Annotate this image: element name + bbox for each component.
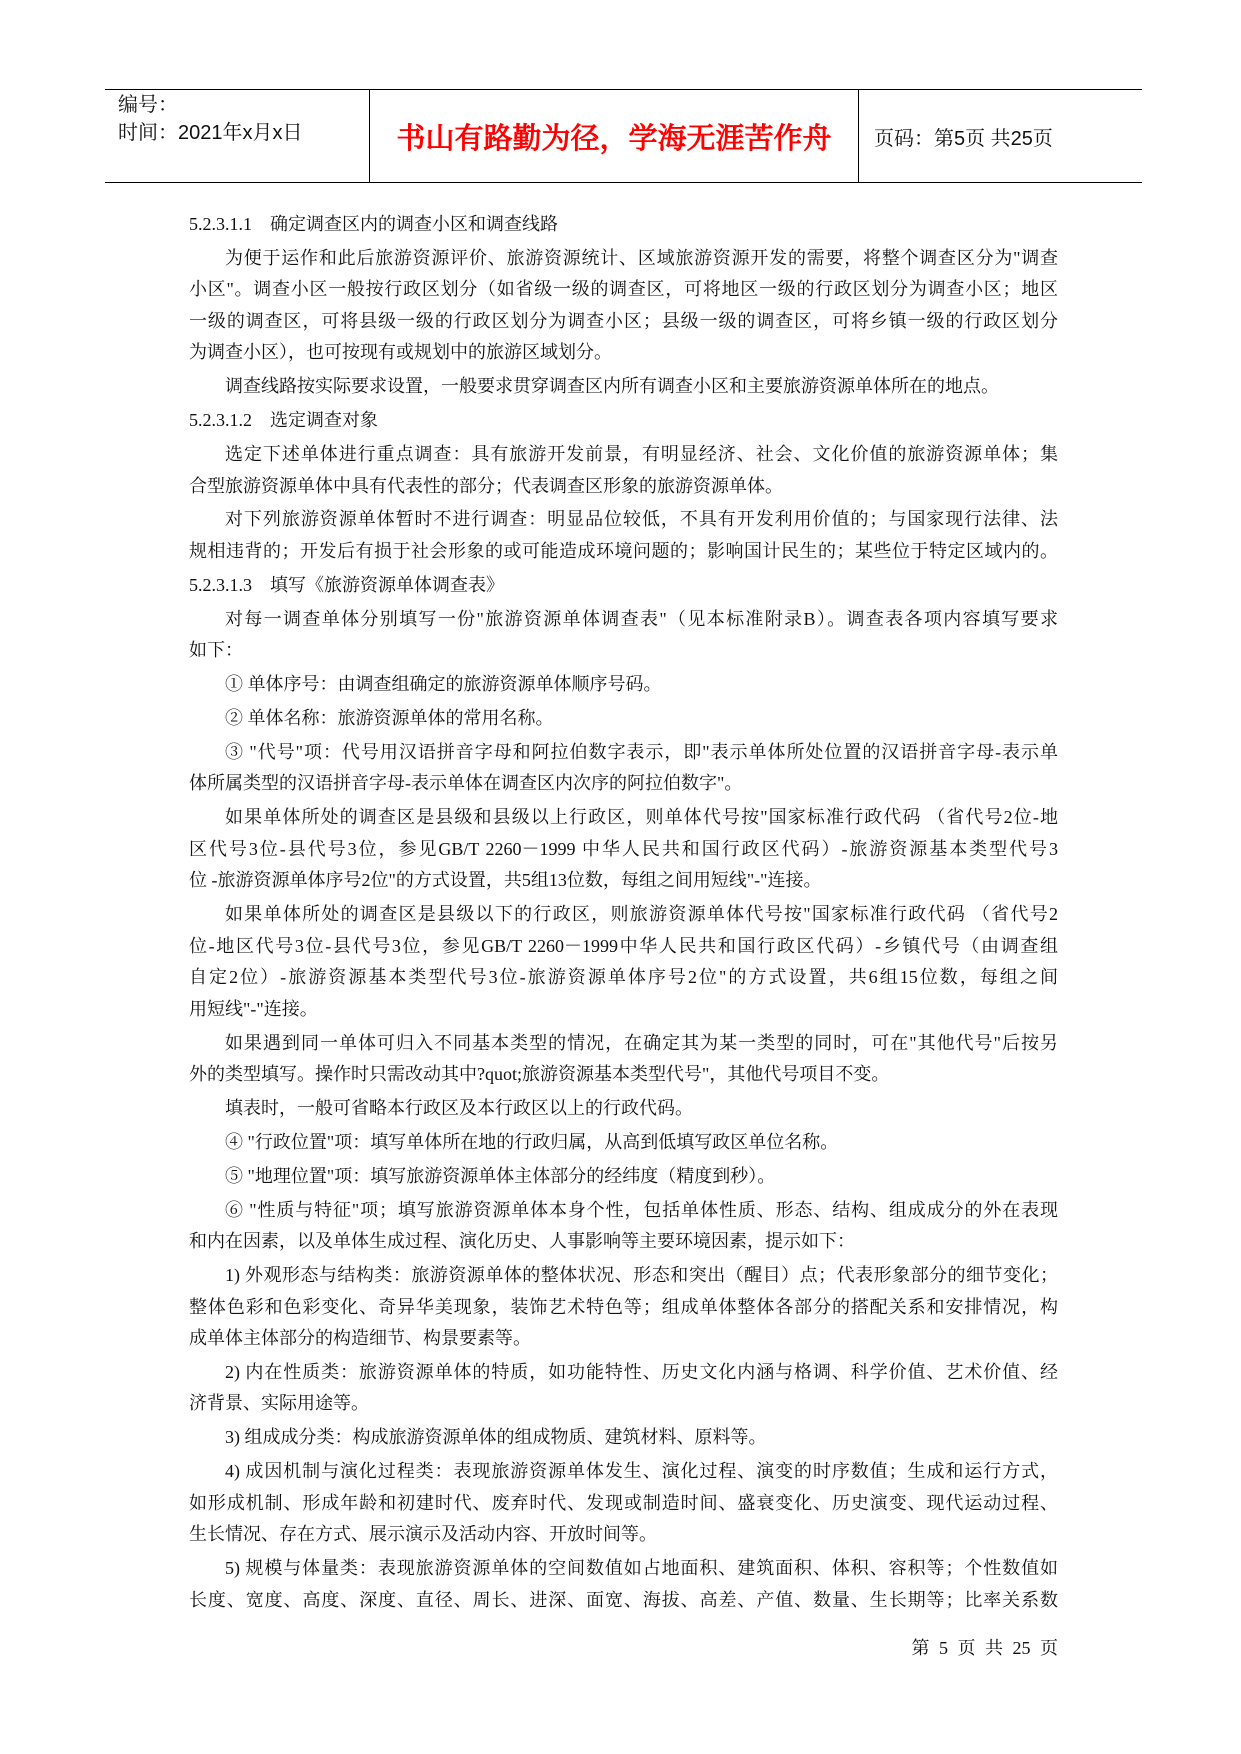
paragraph — [189, 504, 1058, 567]
page-info: 页码：第5页 共25页 — [874, 127, 1053, 150]
page-number: 第 5 页 共 25 页 — [911, 1638, 1058, 1658]
header-left-cell — [105, 90, 369, 182]
paragraph — [189, 802, 1058, 897]
text-line: 为便于运作和此后旅游资源评价、旅游资源统计、区域旅游资源开发的需要，将整个调查区分为"调查 — [225, 247, 1058, 268]
text-line: 成单体主体部分的构造细节、构景要素等。 — [189, 1328, 531, 1349]
text-line: 2) 内在性质类：旅游资源单体的特质，如功能特性、历史文化内涵与格调、科学价值、艺术价值、经 — [225, 1361, 1058, 1382]
sub-list-item — [189, 1260, 1058, 1355]
text-line: 对每一调查单体分别填写一份"旅游资源单体调查表"（见本标准附录B）。调查表各项内容填写要求 — [225, 608, 1058, 629]
list-item — [189, 1127, 1058, 1159]
section-heading — [189, 570, 1058, 602]
paragraph — [189, 604, 1058, 667]
paragraph — [189, 371, 1058, 403]
sub-list-item — [189, 1357, 1058, 1420]
text-line: 体所属类型的汉语拼音字母-表示单体在调查区内次序的阿拉伯数字"。 — [189, 773, 743, 794]
text-line: 位 -旅游资源单体序号2位"的方式设置，共5组13位数，每组之间用短线"-"连接。 — [189, 870, 822, 891]
list-item — [189, 1161, 1058, 1193]
text-line: 如果遇到同一单体可归入不同基本类型的情况，在确定其为某一类型的同时，可在"其他代号"后按另 — [225, 1032, 1058, 1053]
text-line: 位-地区代号3位-县代号3位，参见GB/T 2260－1999中华人民共和国行政区代码）-乡镇代号（由调查组 — [189, 935, 1058, 956]
text-line: 1) 外观形态与结构类：旅游资源单体的整体状况、形态和突出（醒目）点；代表形象部分的细节变化； — [225, 1265, 1058, 1286]
paragraph — [189, 1093, 1058, 1125]
text-line: 和内在因素，以及单体生成过程、演化历史、人事影响等主要环境因素，提示如下： — [189, 1231, 855, 1252]
text-line: ④ "行政位置"项：填写单体所在地的行政归属，从高到低填写政区单位名称。 — [225, 1131, 839, 1152]
heading-line: 5.2.3.1.1 确定调查区内的调查小区和调查线路 — [189, 214, 558, 234]
document-header — [105, 89, 1142, 183]
text-line: 生长情况、存在方式、展示演示及活动内容、开放时间等。 — [189, 1524, 657, 1545]
text-line: 规相违背的；开发后有损于社会形象的或可能造成环境问题的；影响国计民生的；某些位于特定区域内的。 — [189, 540, 1058, 561]
text-line: ③ "代号"项：代号用汉语拼音字母和阿拉伯数字表示，即"表示单体所处位置的汉语拼音字母-表示单 — [225, 741, 1058, 762]
paragraph — [189, 243, 1058, 369]
text-line: 调查线路按实际要求设置，一般要求贯穿调查区内所有调查小区和主要旅游资源单体所在的地点。 — [225, 376, 999, 397]
text-line: 3) 组成成分类：构成旅游资源单体的组成物质、建筑材料、原料等。 — [225, 1427, 767, 1448]
text-line: 对下列旅游资源单体暂时不进行调查：明显品位较低，不具有开发利用价值的；与国家现行法律、法 — [225, 509, 1058, 530]
text-line: 自定2位）-旅游资源基本类型代号3位-旅游资源单体序号2位"的方式设置，共6组15位数，每组之间 — [189, 967, 1058, 988]
text-line: 如果单体所处的调查区是县级以下的行政区，则旅游资源单体代号按"国家标准行政代码 （省代号2 — [225, 904, 1058, 925]
text-line: 用短线"-"连接。 — [189, 998, 318, 1019]
text-line: 长度、宽度、高度、深度、直径、周长、进深、面宽、海拔、高差、产值、数量、生长期等；比率关系数 — [189, 1589, 1058, 1610]
document-body — [189, 209, 1058, 1616]
list-item — [189, 1195, 1058, 1258]
list-item — [189, 737, 1058, 800]
heading-line: 5.2.3.1.3 填写《旅游资源单体调查表》 — [189, 574, 504, 595]
text-line: 外的类型填写。操作时只需改动其中?quot;旅游资源基本类型代号"，其他代号项目不变。 — [189, 1064, 890, 1085]
section-heading — [189, 209, 1058, 241]
paragraph — [189, 1028, 1058, 1091]
text-line: 济背景、实际用途等。 — [189, 1393, 369, 1414]
text-line: 4) 成因机制与演化过程类：表现旅游资源单体发生、演化过程、演变的时序数值；生成和运行方式， — [225, 1461, 1058, 1482]
sub-list-item — [189, 1422, 1058, 1454]
text-line: 区代号3位-县代号3位，参见GB/T 2260－1999 中华人民共和国行政区代码）-旅游资源基本类型代号3 — [189, 838, 1058, 859]
paragraph — [189, 899, 1058, 1025]
text-line: ⑥ "性质与特征"项；填写旅游资源单体本身个性，包括单体性质、形态、结构、组成成分的外在表现 — [225, 1199, 1058, 1220]
serial-number-label: 编号： — [118, 94, 178, 116]
text-line: ⑤ "地理位置"项：填写旅游资源单体主体部分的经纬度（精度到秒）。 — [225, 1165, 776, 1186]
list-item — [189, 669, 1058, 701]
text-line: 合型旅游资源单体中具有代表性的部分；代表调查区形象的旅游资源单体。 — [189, 475, 783, 496]
date-label: 时间：2021年x月x日 — [118, 122, 303, 144]
text-line: 整体色彩和色彩变化、奇异华美现象，装饰艺术特色等；组成单体整体各部分的搭配关系和安排情况，构 — [189, 1296, 1058, 1317]
text-line: 如形成机制、形成年龄和初建时代、废弃时代、发现或制造时间、盛衰变化、历史演变、现代运动过程、 — [189, 1492, 1058, 1513]
text-line: 一级的调查区，可将县级一级的行政区划分为调查小区；县级一级的调查区，可将乡镇一级的行政区划分 — [189, 310, 1058, 331]
paragraph — [189, 439, 1058, 502]
motto-banner: 书山有路勤为径，学海无涯苦作舟 — [396, 120, 832, 155]
text-line: 选定下述单体进行重点调查：具有旅游开发前景，有明显经济、社会、文化价值的旅游资源单体；集 — [225, 444, 1058, 465]
text-line: 为调查小区），也可按现有或规划中的旅游区域划分。 — [189, 342, 612, 363]
text-line: 如下： — [189, 640, 243, 661]
heading-line: 5.2.3.1.2 选定调查对象 — [189, 410, 378, 431]
text-line: 填表时，一般可省略本行政区及本行政区以上的行政代码。 — [225, 1097, 693, 1118]
text-line: 如果单体所处的调查区是县级和县级以上行政区，则单体代号按"国家标准行政代码 （省代号2位-地 — [225, 807, 1058, 828]
list-item — [189, 703, 1058, 735]
text-line: ① 单体序号：由调查组确定的旅游资源单体顺序号码。 — [225, 674, 662, 695]
section-heading — [189, 405, 1058, 437]
text-line: ② 单体名称：旅游资源单体的常用名称。 — [225, 708, 554, 729]
text-line: 5) 规模与体量类：表现旅游资源单体的空间数值如占地面积、建筑面积、体积、容积等；个性数值如 — [225, 1558, 1058, 1579]
header-right-cell — [858, 90, 1142, 182]
sub-list-item — [189, 1553, 1058, 1616]
sub-list-item — [189, 1456, 1058, 1551]
text-line: 小区"。调查小区一般按行政区划分（如省级一级的调查区，可将地区一级的行政区划分为调查小区；地区 — [189, 279, 1058, 300]
header-middle-cell — [369, 90, 858, 182]
